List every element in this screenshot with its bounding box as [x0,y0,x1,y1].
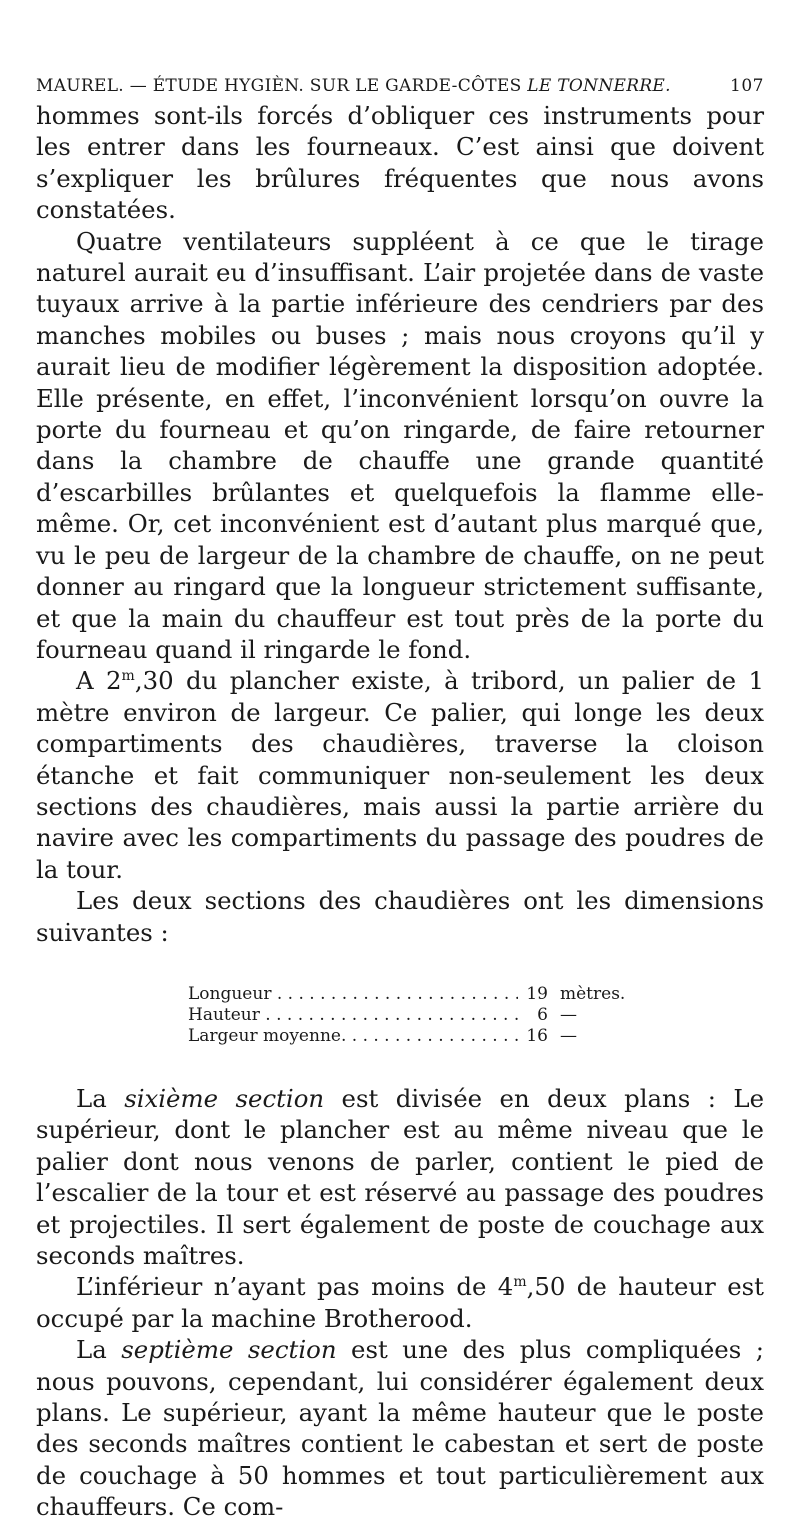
header-ship-name: LE TONNERRE. [527,76,671,96]
dimension-unit: mètres. [560,983,626,1004]
paragraph-5-rest: est divisée en deux plans : Le supérieur, dont le plancher est au même niveau que le palier dont nous venons de parler, contient le pied de l’escalier de la tour et est réservé au passage des poudres et projectiles. Il sert également de poste de couchage aux seconds maîtres. [36,1083,764,1270]
dimension-row [188,1005,648,1026]
dimension-row [188,984,648,1005]
document-page [36,76,764,1523]
paragraph-3 [36,665,764,885]
dimension-row [188,1026,648,1047]
paragraph-6-rest: ,50 de hauteur est occupé par la machine Brotherood. [36,1272,764,1333]
dimension-unit: — [560,1004,577,1025]
paragraph-7-rest: est une des plus compliquées ; nous pouvons, cependant, lui considérer également deux plans. Le supérieur, ayant la même hauteur que le poste des seconds maîtres contient le cabestan et sert de poste de couchage à 50 hommes et tout particulièrement aux chauffeurs. Ce com- [36,1335,764,1522]
dimension-value: 6 [537,1004,548,1025]
dimension-label: Longueur . . . [188,984,518,1005]
dimensions-table [188,984,648,1047]
dimension-value: 19 [526,983,548,1004]
dimension-unit: — [560,1025,577,1046]
dimension-label: Hauteur . . . [188,1005,518,1026]
paragraph-7 [36,1334,764,1522]
header-prefix: MAUREL. — ÉTUDE HYGIÈN. SUR LE GARDE-CÔTES [36,76,522,96]
page-number: 107 [730,76,764,96]
meter-superscript: m [121,668,135,685]
paragraph-7-start: La [76,1335,122,1365]
paragraph-5 [36,1083,764,1271]
running-header [36,76,764,96]
header-title [36,76,671,96]
paragraph-4: Les deux sections des chaudières ont les dimensions suivantes : [36,886,764,947]
section-name-sixth: sixième section [124,1083,325,1113]
paragraph-5-start: La [76,1083,125,1113]
meter-superscript: m [513,1274,527,1291]
dimension-label: Largeur moyenne. . . . [188,1026,518,1047]
paragraph-2: Quatre ventilateurs suppléent à ce que le tirage naturel aurait eu d’insuffisant. L’air projetée dans de vaste tuyaux arrive à la partie inférieure des cendriers par des manches mobiles ou buses ; mais nous croyons qu’il y aurait lieu de modifier légèrement la disposition adoptée. Elle présente, en effet, l’inconvénient lorsqu’on ouvre la porte du fourneau et qu’on ringarde, de faire retourner dans la chambre de chauffe une grande quantité d’escarbilles brûlantes et quelquefois la flamme elle-même. Or, cet inconvénient est d’autant plus marqué que, vu le peu de largeur de la chambre de chauffe, on ne peut donner au ringard que la longueur strictement suffisante, et que la main du chauffeur est tout près de la porte du fourneau quand il ringarde le fond. [36,226,764,664]
dimension-value: 16 [526,1025,548,1046]
section-name-seventh: septième section [121,1335,337,1365]
paragraph-6-start: L’inférieur n’ayant pas moins de 4 [76,1272,514,1302]
paragraph-1: hommes sont-ils forcés d’obliquer ces instruments pour les entrer dans les fourneaux. C’est ainsi que doivent s’expliquer les brûlures fréquentes que nous avons constatées. [36,101,764,225]
paragraph-3-rest: ,30 du plancher existe, à tribord, un palier de 1 mètre environ de largeur. Ce palier, qui longe les deux compartiments des chaudières, traverse la cloison étanche et fait communiquer non-seulement les deux sections des chaudières, mais aussi la partie arrière du navire avec les compartiments du passage des poudres de la tour. [36,666,764,884]
paragraph-6 [36,1271,764,1334]
paragraph-3-start: A 2 [76,666,122,696]
